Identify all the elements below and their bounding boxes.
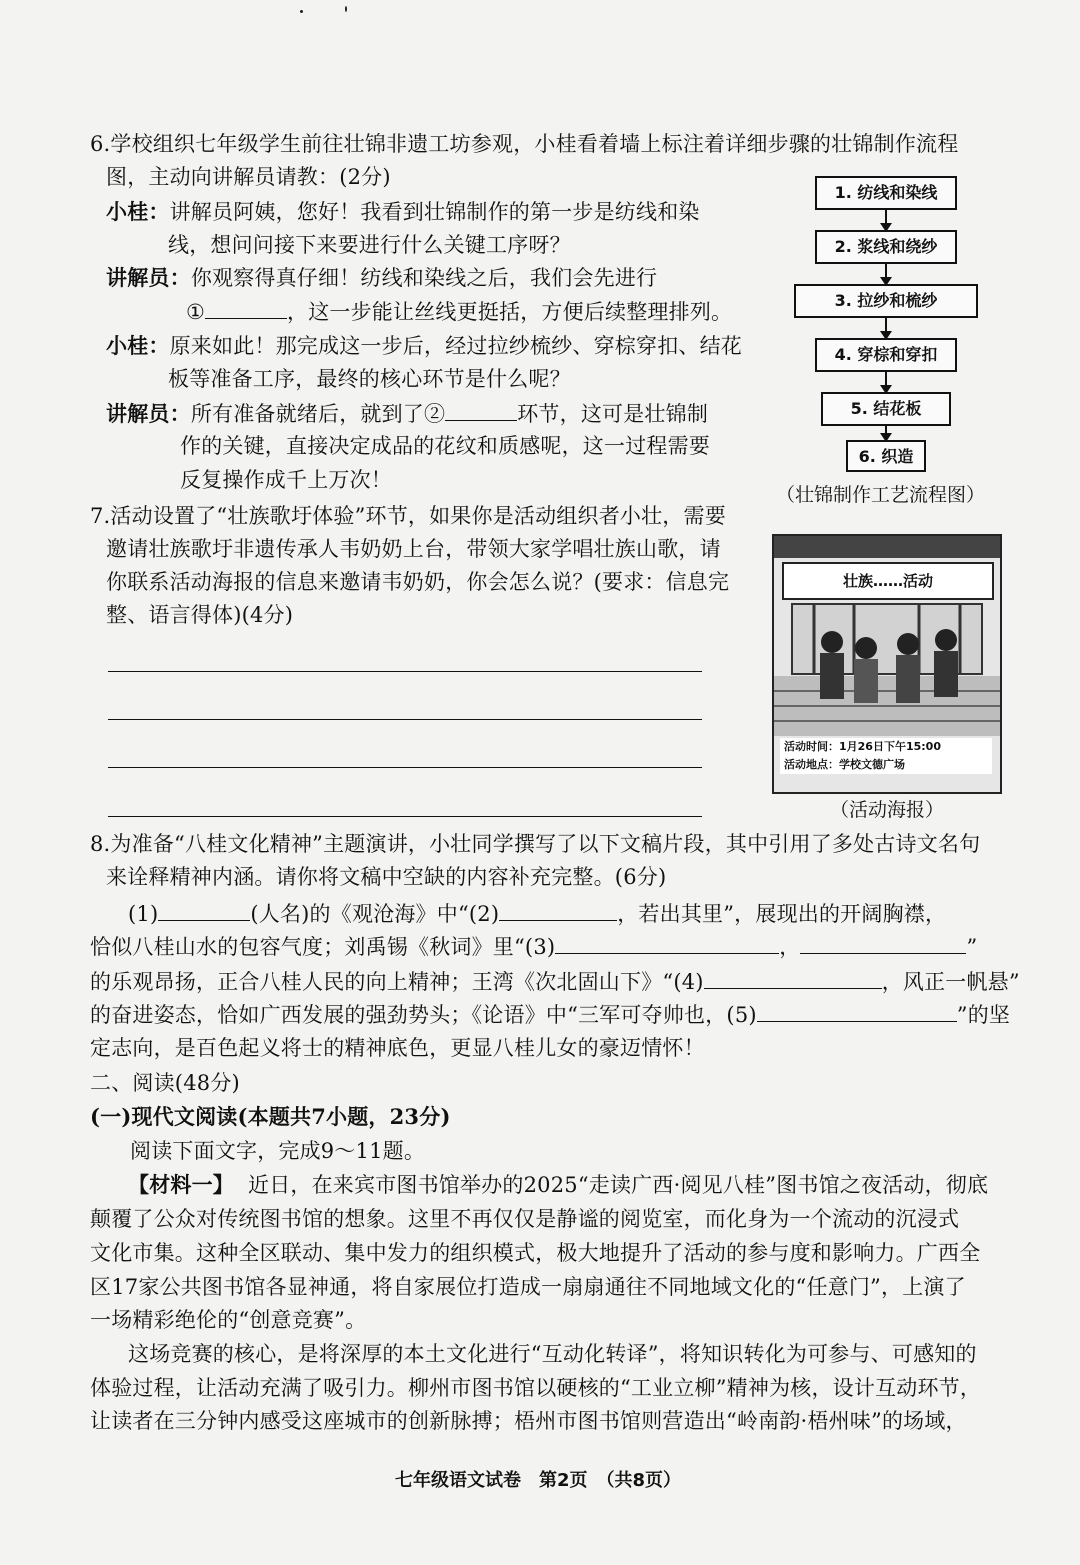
q7-answer-line-3[interactable] (108, 767, 702, 768)
q7-answer-line-1[interactable] (108, 671, 702, 672)
flow-step-1: 1. 纺线和染线 (815, 176, 957, 210)
section-reading-title: 二、阅读(48分) (90, 1071, 240, 1095)
flow-step-2: 2. 浆线和绕纱 (815, 230, 957, 264)
q8-text: ” (966, 935, 978, 959)
material-1-line-2: 颠覆了公众对传统图书馆的想象。这里不再仅仅是静谧的阅览室，而化身为一个流动的沉浸式 (90, 1207, 960, 1231)
q6-line-1: 6.学校组织七年级学生前往壮锦非遗工坊参观，小桂看着墙上标注着详细步骤的壮锦制作流程 (90, 132, 959, 156)
material-1-line-8: 让读者在三分钟内感受这座城市的创新脉搏；梧州市图书馆则营造出“岭南韵·梧州味”的场域， (90, 1409, 967, 1433)
q8-blank-4[interactable] (704, 966, 882, 989)
speck (300, 10, 303, 13)
material-1-line-6: 这场竞赛的核心，是将深厚的本土文化进行“互动化转译”，将知识转化为可参与、可感知的 (128, 1342, 977, 1366)
poster-place: 活动地点：学校文德广场 (784, 758, 905, 771)
material-1-line-3: 文化市集。这种全区联动、集中发力的组织模式，极大地提升了活动的参与度和影响力。广西全 (90, 1241, 981, 1265)
q6-text: ，这一步能让丝线更挺括，方便后续整理排列。 (287, 300, 733, 324)
q8-para-5: 定志向，是百色起义将士的精神底色，更显八桂儿女的豪迈情怀！ (90, 1036, 705, 1060)
speck (345, 6, 347, 12)
q7-line-3: 你联系活动海报的信息来邀请韦奶奶，你会怎么说？(要求：信息完 (106, 570, 730, 594)
q8-text: 的乐观昂扬，正合八桂人民的向上精神；王湾《次北固山下》“(4) (90, 970, 704, 994)
poster-title: 壮族……活动 (782, 562, 994, 600)
blank-marker-1: ① (186, 300, 206, 324)
q8-blank-3b[interactable] (800, 931, 966, 954)
q8-para-1 (128, 898, 946, 929)
material-1-line-1 (128, 1170, 988, 1200)
q8-para-3 (90, 966, 1020, 997)
speaker-xiaogui: 小桂： (106, 333, 170, 358)
q8-blank-1[interactable] (158, 898, 250, 921)
q8-text: ，若出其里”，展现出的开阔胸襟， (617, 902, 947, 926)
flow-step-4: 4. 穿棕和穿扣 (815, 338, 957, 372)
q8-para-4 (90, 999, 1010, 1030)
q6-dialog-xiaogui-2 (106, 331, 742, 361)
q6-line-2: 图，主动向讲解员请教：(2分) (106, 165, 391, 189)
flow-arrow (885, 372, 887, 392)
flowchart-caption: （壮锦制作工艺流程图） (776, 484, 986, 506)
q6-dialog-guide-2c: 反复操作成千上万次！ (180, 468, 392, 492)
q6-dialog-guide-2 (106, 398, 708, 429)
material-1-tag: 【材料一】 (128, 1172, 234, 1197)
q8-blank-2[interactable] (499, 898, 617, 921)
q6-text: 讲解员阿姨，您好！我看到壮锦制作的第一步是纺线和染 (169, 200, 700, 224)
speaker-guide: 讲解员： (106, 401, 191, 426)
material-1-line-5: 一场精彩绝伦的“创意竞赛”。 (90, 1308, 367, 1332)
q8-line-1: 8.为准备“八桂文化精神”主题演讲，小壮同学撰写了以下文稿片段，其中引用了多处古诗文名句 (90, 832, 981, 856)
flow-arrow (885, 210, 887, 230)
q8-text: 恰似八桂山水的包容气度；刘禹锡《秋词》里“(3) (90, 935, 556, 959)
q6-dialog-guide-2b: 作的关键，直接决定成品的花纹和质感呢，这一过程需要 (180, 434, 710, 458)
flow-arrow (885, 264, 887, 284)
q8-text: ，风正一帆悬” (881, 970, 1020, 994)
q8-text: ”的坚 (956, 1003, 1011, 1027)
q6-dialog-xiaogui-1 (106, 197, 700, 227)
q6-dialog-guide-1 (106, 263, 657, 293)
q8-para-2 (90, 931, 977, 962)
section-modern-reading-title: (一)现代文阅读(本题共7小题，23分) (90, 1104, 451, 1129)
flow-arrow (885, 426, 887, 440)
q7-line-2: 邀请壮族歌圩非遗传承人韦奶奶上台，带领大家学唱壮族山歌，请 (106, 537, 721, 561)
material-text: 近日，在来宾市图书馆举办的2025“走读广西·阅见八桂”图书馆之夜活动，彻底 (248, 1173, 989, 1197)
q8-text: (人名)的《观沧海》中“(2) (250, 902, 500, 926)
q8-line-2: 来诠释精神内涵。请你将文稿中空缺的内容补充完整。(6分) (106, 865, 667, 889)
q6-dialog-xiaogui-1b: 线，想问问接下来要进行什么关键工序呀？ (168, 233, 571, 257)
speaker-xiaogui: 小桂： (106, 199, 170, 224)
q7-answer-line-2[interactable] (108, 719, 702, 720)
q6-dialog-xiaogui-2b: 板等准备工序，最终的核心环节是什么呢？ (168, 367, 571, 391)
flow-arrow (885, 318, 887, 338)
q6-dialog-guide-1b (186, 296, 732, 327)
poster-info (780, 738, 992, 774)
q8-text: (1) (128, 902, 159, 926)
q6-text: 你观察得真仔细！纺线和染线之后，我们会先进行 (190, 266, 658, 290)
section-instruction: 阅读下面文字，完成9～11题。 (130, 1139, 426, 1163)
poster-time: 活动时间：1月26日下午15:00 (784, 740, 941, 753)
q7-line-4: 整、语言得体)(4分) (106, 603, 294, 627)
flow-step-5: 5. 结花板 (821, 392, 951, 426)
material-1-line-7: 体验过程，让活动充满了吸引力。柳州市图书馆以硬核的“工业立柳”精神为核，设计互动环节， (90, 1376, 982, 1400)
page-footer: 七年级语文试卷 第2页 （共8页） (395, 1470, 682, 1491)
q6-text: 原来如此！那完成这一步后，经过拉纱梳纱、穿棕穿扣、结花 (169, 334, 743, 358)
q6-text: 环节，这可是壮锦制 (517, 402, 709, 426)
q8-text: ， (779, 935, 801, 959)
q7-line-1: 7.活动设置了“壮族歌圩体验”环节，如果你是活动组织者小壮，需要 (90, 504, 726, 528)
q7-answer-line-4[interactable] (108, 816, 702, 817)
activity-poster (772, 534, 1002, 794)
q8-text: 的奋进姿态，恰如广西发展的强劲势头；《论语》中“三军可夺帅也，(5) (90, 1003, 757, 1027)
q8-blank-5[interactable] (757, 999, 957, 1022)
material-1-line-4: 区17家公共图书馆各显神通，将自家展位打造成一扇扇通往不同地域文化的“任意门”，上演了 (90, 1275, 966, 1299)
answer-blank-2[interactable] (445, 398, 517, 421)
poster-caption: （活动海报） (830, 799, 945, 821)
flow-step-6: 6. 织造 (846, 440, 926, 472)
answer-blank-1[interactable] (205, 296, 287, 319)
q8-blank-3a[interactable] (555, 931, 779, 954)
flow-step-3: 3. 拉纱和梳纱 (794, 284, 978, 318)
q6-text: 所有准备就绪后，就到了② (190, 402, 446, 426)
speaker-guide: 讲解员： (106, 265, 191, 290)
